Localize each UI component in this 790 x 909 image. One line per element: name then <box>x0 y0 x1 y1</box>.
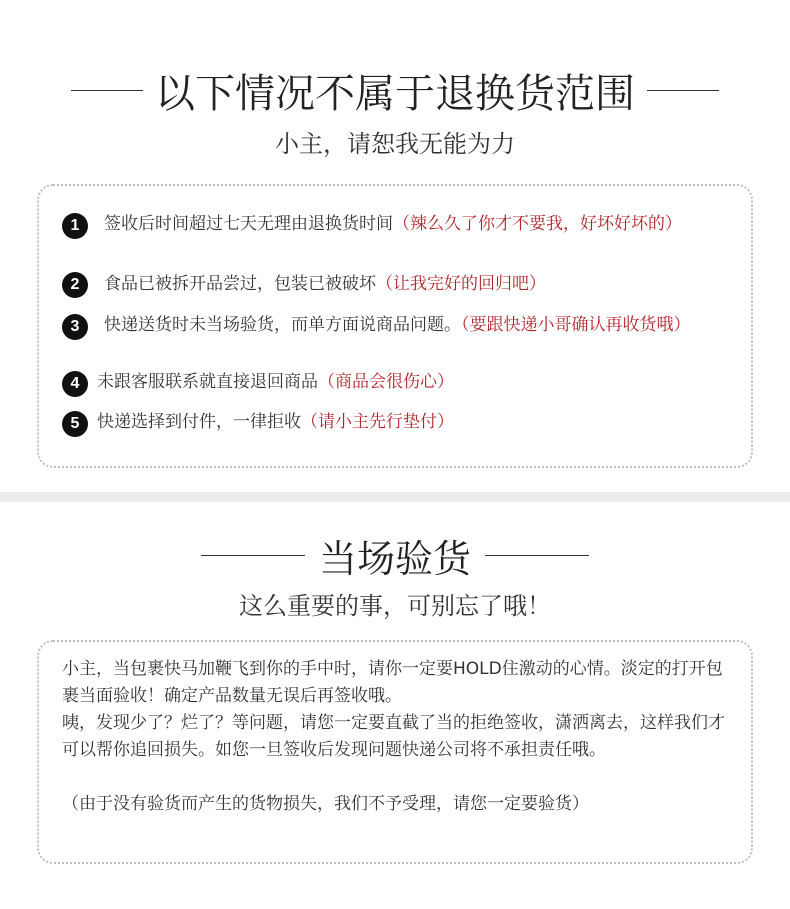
section2-subtitle: 这么重要的事，可别忘了哦！ <box>239 592 551 620</box>
exclusion-item-5 <box>97 409 730 436</box>
section2-title-row <box>0 528 790 583</box>
exclusion-item-note: （商品会很伤心） <box>318 372 454 392</box>
section2-title: 当场验货 <box>318 537 471 581</box>
title-left-line <box>201 555 305 556</box>
number-badge-4: 4 <box>62 371 88 397</box>
number-badge-5: 5 <box>62 411 88 437</box>
section1-title-row <box>0 62 790 119</box>
inspection-paragraph-2: 咦，发现少了？烂了？等问题，请您一定要直截了当的拒绝签收，潇洒离去，这样我们才可以帮你追回损失。如您一旦签收后发现问题快递公司将不承担责任哦。 <box>62 713 725 760</box>
exclusion-item-note: （请小主先行垫付） <box>301 412 454 432</box>
title-left-line <box>71 90 143 91</box>
exclusion-item-4 <box>97 369 730 396</box>
inspection-paragraph-1: 小主，当包裹快马加鞭飞到你的手中时，请你一定要HOLD住激动的心情。淡定的打开包裹当面验收！确定产品数量无误后再签收哦。 <box>62 659 723 706</box>
number-badge-1: 1 <box>62 213 88 239</box>
inspection-note: （由于没有验货而产生的货物损失，我们不予受理，请您一定要验货） <box>62 794 589 814</box>
exclusion-item-note: （辣么久了你才不要我，好坏好坏的） <box>393 214 682 234</box>
title-right-line <box>647 90 719 91</box>
exclusion-item-2 <box>104 271 730 298</box>
exclusion-item-text: 快递选择到付件，一律拒收 <box>97 412 301 432</box>
number-badge-2: 2 <box>62 272 88 298</box>
exclusion-item-note: （让我完好的回归吧） <box>376 274 546 294</box>
section1-title: 以下情况不属于退换货范围 <box>155 71 635 117</box>
exclusion-item-note: （要跟快递小哥确认再收货哦） <box>461 315 691 335</box>
exclusion-item-3 <box>104 312 730 339</box>
exclusion-item-text: 快递送货时未当场验货，而单方面说商品问题。 <box>104 315 461 335</box>
exclusion-item-text: 未跟客服联系就直接退回商品 <box>97 372 318 392</box>
exclusion-item-text: 签收后时间超过七天无理由退换货时间 <box>104 214 393 234</box>
exclusion-item-text: 食品已被拆开品尝过，包装已被破坏 <box>104 274 376 294</box>
section-divider <box>0 492 790 502</box>
exclusion-item-1 <box>104 211 730 238</box>
number-badge-3: 3 <box>62 314 88 340</box>
section1-subtitle: 小主，请恕我无能为力 <box>275 130 515 158</box>
title-right-line <box>485 555 589 556</box>
